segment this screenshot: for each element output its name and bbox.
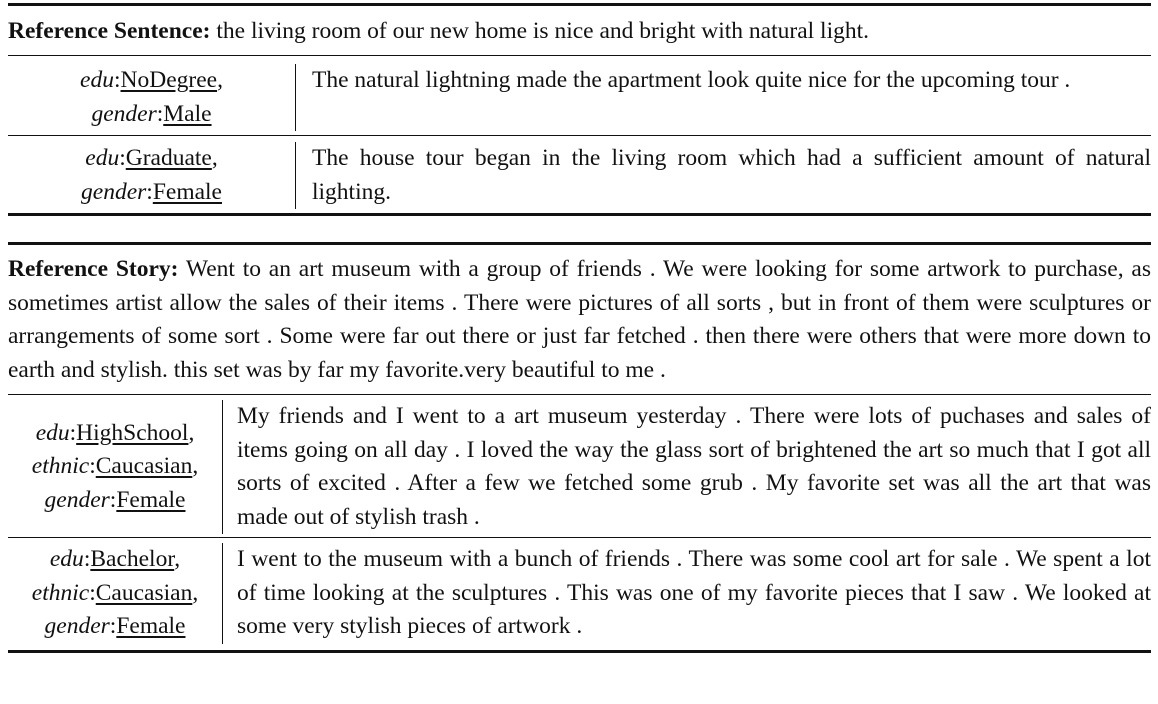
attribute-key: gender	[91, 100, 157, 127]
attribute-line: ethnic:Caucasian,	[31, 579, 199, 606]
attribute-value: Female	[116, 613, 186, 639]
attribute-key: gender	[81, 178, 147, 205]
attribute-value: Female	[152, 178, 222, 205]
attribute-cell	[8, 64, 296, 131]
generated-text: My friends and I went to a art museum yesterday . There were lots of puchases and sales of items going on all day . I loved the way the glass sort of brightened the art so much that I got all sorts of excited . After a few we fetched some grub . My favorite set was all the art that was made out of stylish trash .	[237, 403, 1151, 530]
attribute-suffix: ,	[188, 419, 195, 446]
attribute-value: NoDegree	[120, 67, 218, 93]
attribute-line: gender:Female	[44, 486, 186, 513]
attribute-line: edu:HighSchool,	[35, 419, 195, 446]
bottom-rule	[8, 650, 1151, 653]
attribute-suffix: ,	[174, 546, 181, 572]
attribute-line: gender:Male	[91, 100, 212, 127]
attribute-key: edu	[80, 67, 114, 93]
generation-row	[8, 136, 1151, 213]
attribute-cell	[8, 142, 296, 209]
attribute-line: edu:Graduate,	[85, 145, 218, 171]
attribute-value: Caucasian	[95, 453, 193, 480]
attribute-cell	[8, 400, 223, 534]
attribute-value: Bachelor	[90, 546, 175, 572]
attribute-key: edu	[35, 419, 70, 446]
attribute-line: gender:Female	[44, 613, 186, 639]
attribute-line: gender:Female	[81, 178, 222, 205]
generation-row	[8, 56, 1151, 135]
attribute-key: edu	[85, 145, 120, 171]
attribute-key: ethnic	[31, 579, 90, 606]
generated-text: The house tour began in the living room which had a sufficient amount of natural lighting.	[312, 145, 1151, 205]
attribute-suffix: ,	[192, 453, 199, 480]
attribute-value: HighSchool	[76, 419, 189, 446]
attribute-value: Caucasian	[95, 579, 193, 606]
attribute-line: edu:NoDegree,	[80, 67, 223, 93]
attribute-suffix: ,	[211, 145, 218, 171]
bottom-rule	[8, 213, 1151, 216]
attribute-line: edu:Bachelor,	[49, 546, 181, 572]
reference-story	[8, 245, 1151, 394]
attribute-value: Female	[116, 486, 186, 513]
attribute-suffix: ,	[217, 67, 223, 93]
reference-story-table	[8, 242, 1151, 653]
attribute-key: gender	[44, 486, 110, 513]
attribute-value: Graduate	[125, 145, 212, 171]
reference-story-label: Reference Story:	[8, 256, 179, 282]
attribute-line: ethnic:Caucasian,	[31, 453, 199, 480]
generated-text: I went to the museum with a bunch of friends . There was some cool art for sale . We spent a lot of time looking at the sculptures . This was one of my favorite pieces that I saw . We looked at some very stylish pieces of artwork .	[237, 546, 1151, 639]
reference-sentence	[8, 6, 1151, 55]
attribute-key: edu	[49, 546, 84, 572]
attribute-value: Male	[163, 100, 212, 127]
reference-sentence-text: the living room of our new home is nice and bright with natural light.	[216, 18, 870, 44]
generated-text: The natural lightning made the apartment look quite nice for the upcoming tour .	[312, 67, 1071, 93]
reference-story-text: Went to an art museum with a group of friends . We were looking for some artwork to purchase, as sometimes artist allow the sales of their items . There were pictures of all sorts , but in front of them were sculptures or arrangements of some sort . Some were far out there or just far fetched . then there were others that were more down to earth and stylish. this set was by far my favorite.very beautiful to me .	[8, 256, 1151, 383]
reference-sentence-table	[8, 3, 1151, 216]
attribute-key: ethnic	[31, 453, 90, 480]
attribute-cell	[8, 543, 223, 644]
generation-row	[8, 395, 1151, 537]
reference-sentence-label: Reference Sentence:	[8, 18, 211, 44]
generation-row	[8, 538, 1151, 650]
attribute-suffix: ,	[192, 579, 199, 606]
attribute-key: gender	[44, 613, 110, 639]
